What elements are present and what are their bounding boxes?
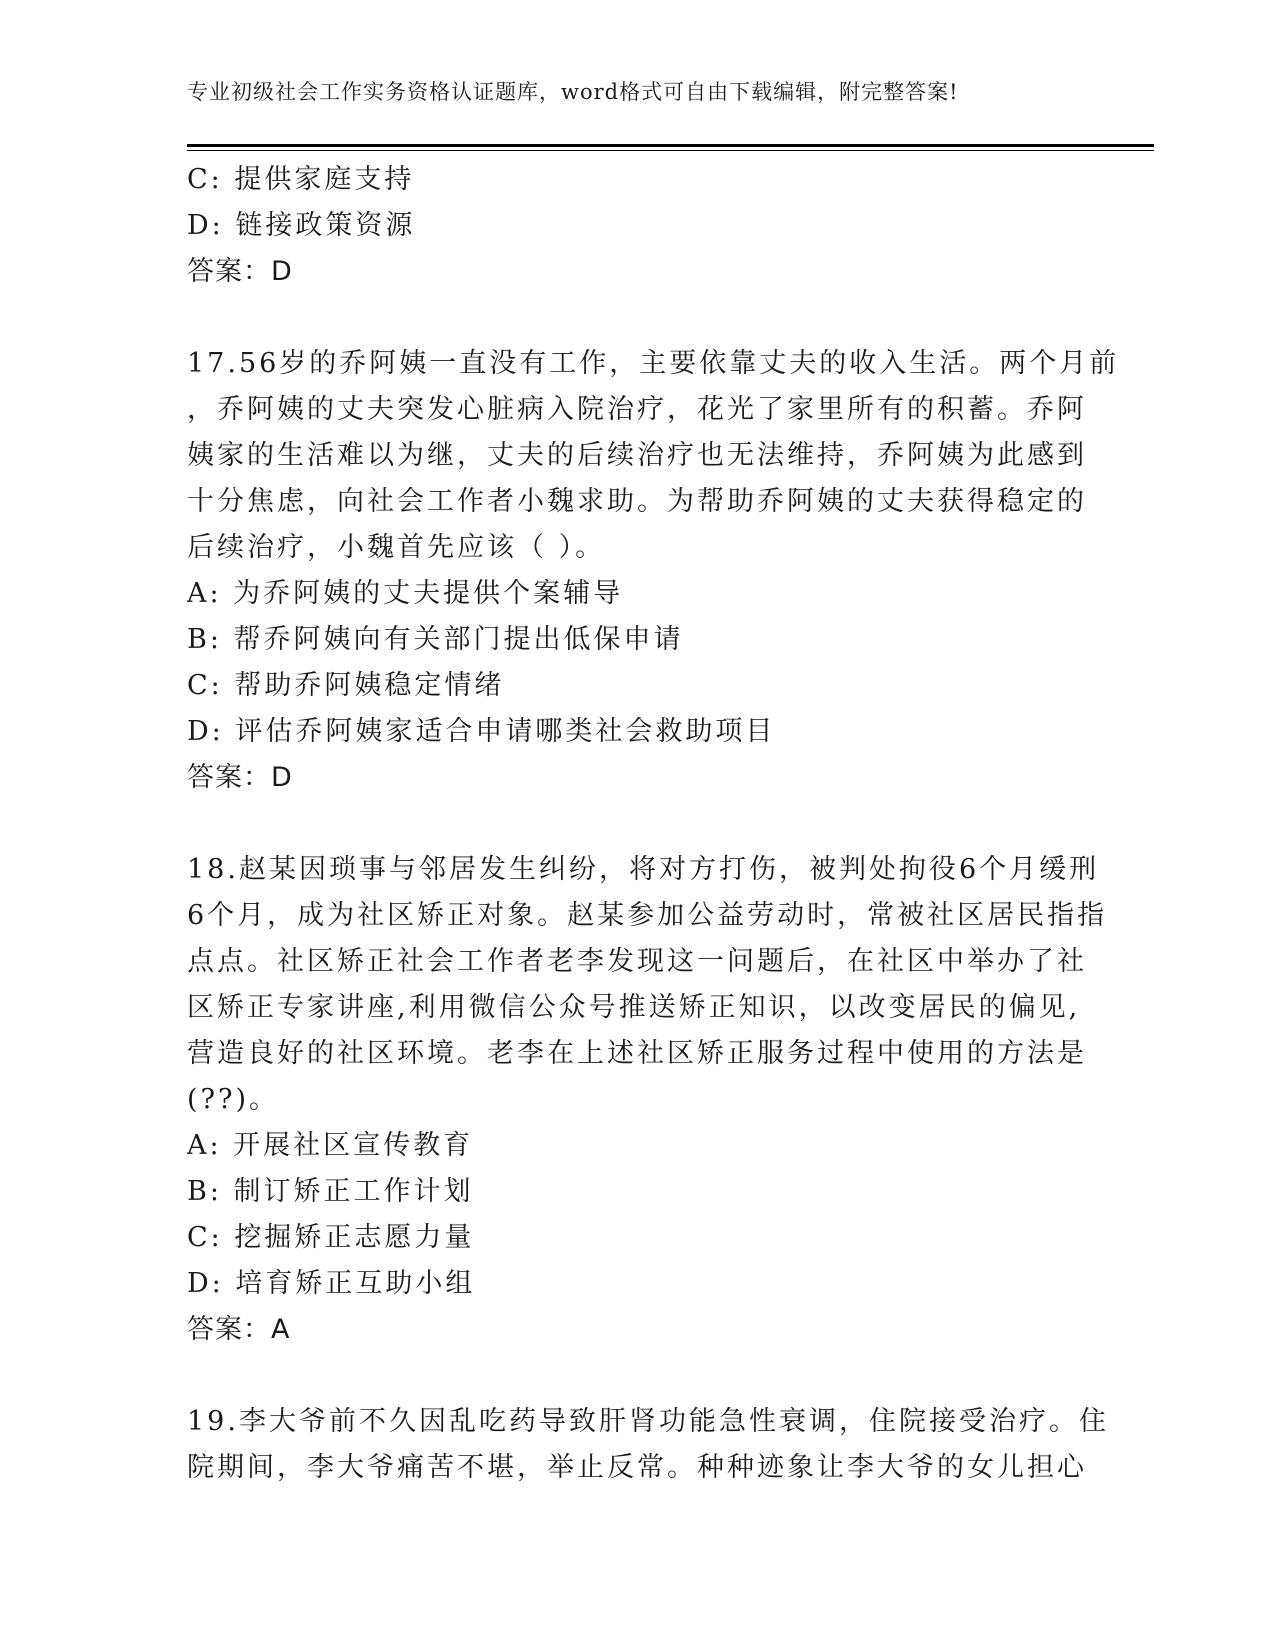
answer: 答案：D bbox=[187, 256, 293, 287]
option-c: C: 挖掘矫正志愿力量 bbox=[187, 1222, 475, 1253]
question-text-line: 17.56岁的乔阿姨一直没有工作，主要依靠丈夫的收入生活。两个月前 bbox=[187, 348, 1120, 379]
question-text-line: (??)。 bbox=[187, 1084, 280, 1115]
answer: 答案：A bbox=[187, 1314, 291, 1345]
question-text-line: 姨家的生活难以为继，丈夫的后续治疗也无法维持，乔阿姨为此感到 bbox=[187, 440, 1087, 471]
question-17 bbox=[187, 341, 1120, 801]
prev-question-tail bbox=[187, 157, 1087, 295]
question-text-line: 营造良好的社区环境。老李在上述社区矫正服务过程中使用的方法是 bbox=[187, 1038, 1087, 1069]
option-c: C: 帮助乔阿姨稳定情绪 bbox=[187, 670, 505, 701]
document-body bbox=[187, 157, 1120, 1491]
page-header: 专业初级社会工作实务资格认证题库，word格式可自由下载编辑，附完整答案! bbox=[187, 80, 959, 104]
option-d: D: 培育矫正互助小组 bbox=[187, 1268, 476, 1299]
question-text-line: 区矫正专家讲座,利用微信公众号推送矫正知识，以改变居民的偏见, bbox=[187, 992, 1081, 1023]
option-d: D: 链接政策资源 bbox=[187, 210, 416, 241]
question-text-line: 后续治疗，小魏首先应该（ ）。 bbox=[187, 532, 606, 563]
question-text-line: 点点。社区矫正社会工作者老李发现这一问题后，在社区中举办了社 bbox=[187, 946, 1087, 977]
header-rule-thick bbox=[187, 144, 1154, 147]
question-text-line: ，乔阿姨的丈夫突发心脏病入院治疗，花光了家里所有的积蓄。乔阿 bbox=[187, 394, 1087, 425]
question-text-line: 十分焦虑，向社会工作者小魏求助。为帮助乔阿姨的丈夫获得稳定的 bbox=[187, 486, 1087, 517]
question-text-line: 19.李大爷前不久因乱吃药导致肝肾功能急性衰调，住院接受治疗。住 bbox=[187, 1406, 1109, 1437]
option-a: A: 开展社区宣传教育 bbox=[187, 1130, 474, 1161]
option-b: B: 制订矫正工作计划 bbox=[187, 1176, 474, 1207]
option-c: C: 提供家庭支持 bbox=[187, 164, 415, 195]
question-text-line: 18.赵某因琐事与邻居发生纠纷，将对方打伤，被判处拘役6个月缓刑 bbox=[187, 854, 1100, 885]
question-19 bbox=[187, 1399, 1109, 1491]
option-b: B: 帮乔阿姨向有关部门提出低保申请 bbox=[187, 624, 684, 655]
question-18 bbox=[187, 847, 1108, 1353]
answer: 答案：D bbox=[187, 762, 293, 793]
option-a: A: 为乔阿姨的丈夫提供个案辅导 bbox=[187, 578, 624, 609]
option-d: D: 评估乔阿姨家适合申请哪类社会救助项目 bbox=[187, 716, 776, 747]
question-text-line: 6个月，成为社区矫正对象。赵某参加公益劳动时，常被社区居民指指 bbox=[187, 900, 1108, 931]
question-text-line: 院期间，李大爷痛苦不堪，举止反常。种种迹象让李大爷的女儿担心 bbox=[187, 1452, 1087, 1483]
header-rule-thin bbox=[187, 150, 1154, 151]
